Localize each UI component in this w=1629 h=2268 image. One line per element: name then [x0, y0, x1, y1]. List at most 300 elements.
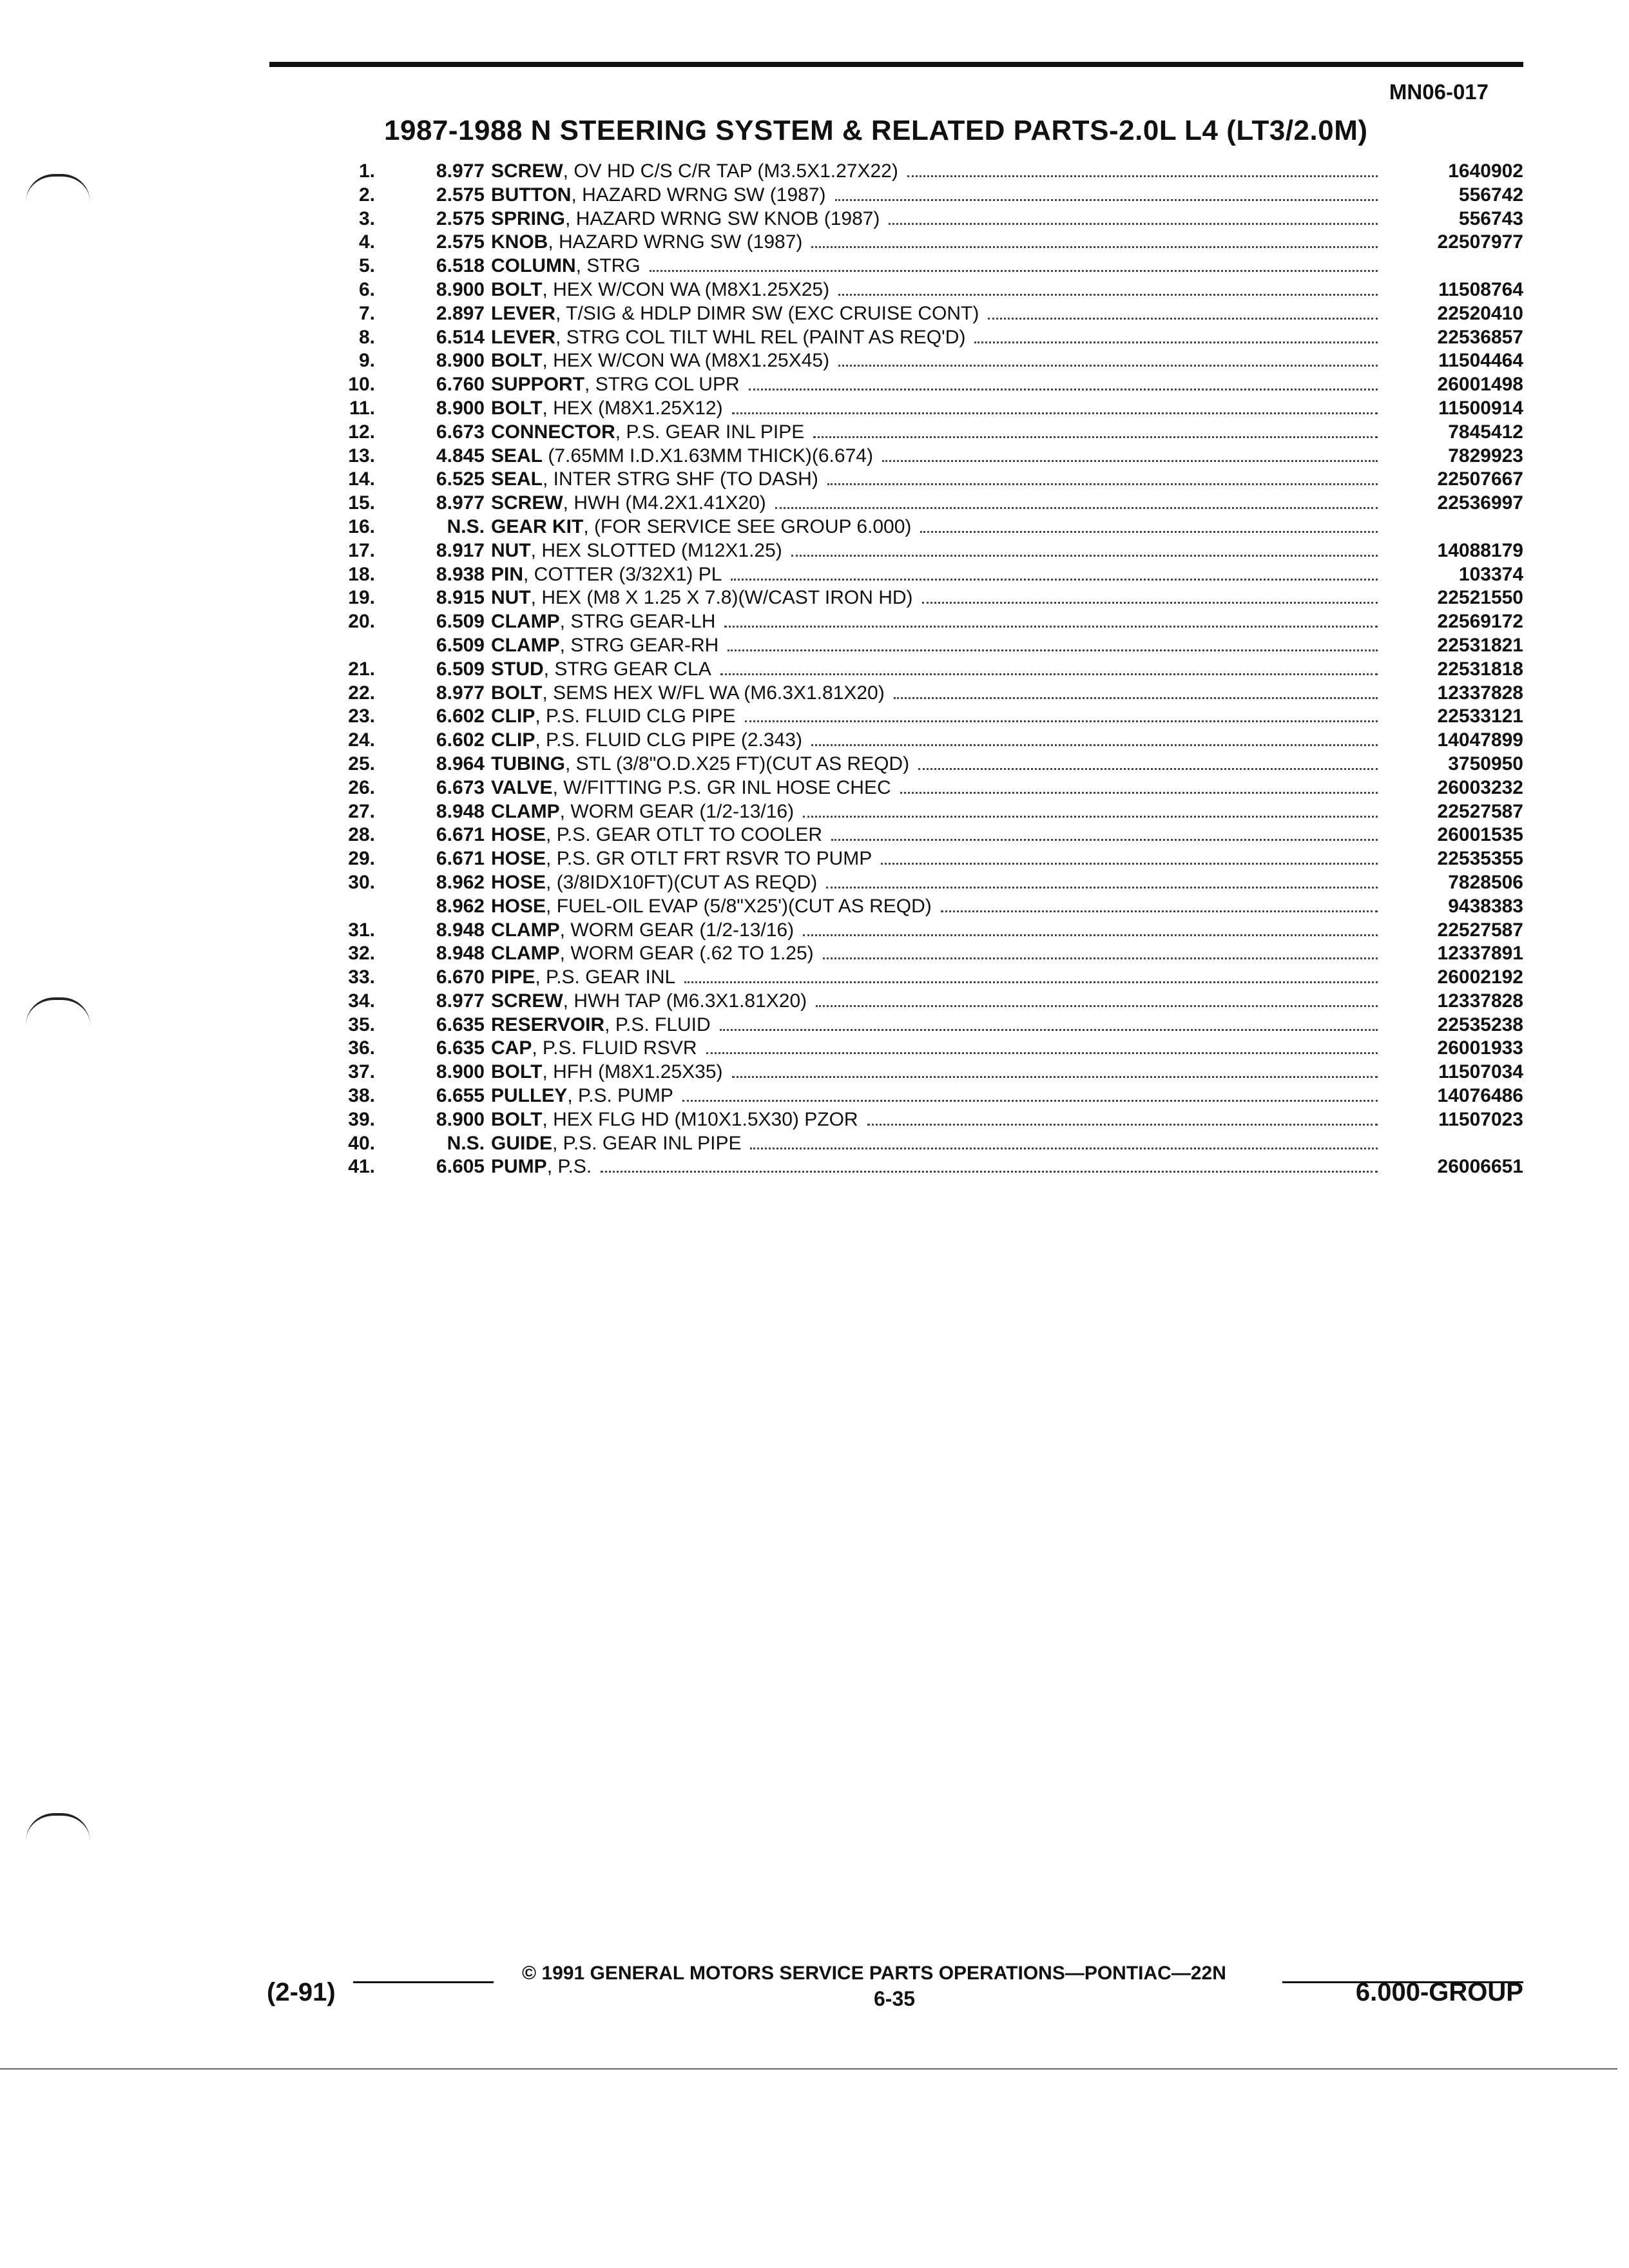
dot-leader [724, 610, 1378, 628]
item-number: 11. [349, 397, 375, 419]
part-row [303, 610, 1523, 634]
item-number: 29. [348, 848, 375, 870]
part-description [491, 278, 1387, 302]
dot-leader [922, 586, 1378, 604]
part-name: VALVE [491, 776, 553, 798]
part-row [303, 349, 1523, 373]
part-description [491, 160, 1387, 184]
part-detail: , P.S. GEAR OTLT TO COOLER [546, 824, 823, 846]
part-detail: , COTTER (3/32X1) PL [523, 563, 722, 585]
part-name: GUIDE [491, 1132, 553, 1154]
item-number: 32. [348, 943, 375, 965]
group-number: 6.635 [436, 1014, 485, 1035]
group-number: 8.915 [436, 587, 485, 609]
dot-leader [816, 990, 1378, 1007]
part-row [303, 586, 1523, 610]
group-number: 6.760 [436, 374, 485, 396]
dot-leader [920, 515, 1378, 533]
part-number: 14047899 [1437, 729, 1523, 751]
footer-group: 6.000-GROUP [1355, 1978, 1523, 2006]
part-description [491, 1132, 1387, 1156]
group-number: 8.900 [436, 1061, 485, 1083]
group-number: 8.977 [436, 492, 485, 514]
part-name: CAP [491, 1037, 532, 1059]
part-name: HOSE [491, 871, 546, 893]
part-row [303, 278, 1523, 302]
part-detail: , HEX FLG HD (M10X1.5X30) PZOR [542, 1108, 858, 1130]
dot-leader [749, 373, 1378, 390]
item-number: 23. [348, 706, 375, 727]
part-detail: , P.S. GEAR INL [535, 966, 676, 988]
group-number: 6.671 [436, 848, 485, 870]
item-number: 41. [348, 1156, 375, 1178]
part-name: BUTTON [491, 184, 572, 206]
item-number: 36. [348, 1037, 375, 1059]
part-detail: , P.S. FLUID CLG PIPE [535, 706, 736, 727]
part-row [303, 255, 1523, 278]
part-name: HOSE [491, 895, 546, 917]
part-number: 22520410 [1437, 302, 1523, 324]
group-number: 8.977 [436, 160, 485, 182]
part-row [303, 231, 1523, 255]
item-number: 18. [348, 563, 375, 585]
part-row [303, 184, 1523, 207]
dot-leader [894, 682, 1378, 699]
part-number: 22535238 [1437, 1014, 1523, 1035]
part-number: 26001535 [1437, 824, 1523, 846]
part-row [303, 1108, 1523, 1132]
part-name: CLAMP [491, 919, 560, 941]
part-detail: , HWH TAP (M6.3X1.81X20) [563, 990, 807, 1012]
group-number: 6.509 [436, 634, 485, 656]
item-number: 28. [348, 824, 375, 846]
part-row [303, 160, 1523, 184]
part-description [491, 326, 1387, 350]
group-number: 6.514 [436, 326, 485, 348]
part-detail: , STRG COL TILT WHL REL (PAINT AS REQ'D) [555, 326, 966, 348]
item-number: 15. [348, 492, 375, 514]
part-number: 11507023 [1438, 1108, 1523, 1130]
part-name: SCREW [491, 492, 563, 514]
part-number: 22531821 [1437, 634, 1523, 656]
part-name: GEAR KIT [491, 515, 584, 537]
part-number: 26003232 [1437, 776, 1523, 798]
part-name: BOLT [491, 1108, 543, 1130]
part-row [303, 800, 1523, 824]
part-number: 22521550 [1437, 587, 1523, 609]
part-name: KNOB [491, 231, 548, 253]
part-description [491, 184, 1387, 207]
dot-leader [745, 705, 1378, 722]
part-number: 14088179 [1437, 539, 1523, 561]
dot-leader [882, 445, 1378, 462]
part-name: LEVER [491, 302, 556, 324]
group-number: 8.900 [436, 350, 485, 372]
dot-leader [918, 753, 1378, 770]
item-number: 26. [348, 776, 375, 798]
part-number: 556742 [1458, 184, 1523, 206]
item-number: 22. [348, 682, 375, 704]
item-number: 5. [358, 255, 375, 277]
part-row [303, 871, 1523, 895]
part-name: SEAL [491, 445, 543, 466]
part-number: 22507667 [1437, 468, 1523, 490]
part-number: 26002192 [1437, 966, 1523, 988]
dot-leader [720, 658, 1378, 675]
dot-leader [988, 302, 1378, 320]
part-detail: , P.S. GEAR INL PIPE [615, 421, 805, 443]
item-number: 21. [348, 658, 375, 680]
group-number: 2.575 [436, 207, 485, 229]
part-row [303, 326, 1523, 350]
item-number: 19. [348, 587, 375, 609]
part-number: 22527587 [1437, 919, 1523, 941]
part-detail: , HEX SLOTTED (M12X1.25) [530, 539, 782, 561]
item-number: 8. [358, 326, 375, 348]
part-description [491, 1037, 1387, 1061]
dot-leader [706, 1037, 1378, 1054]
group-number: 8.900 [436, 1108, 485, 1130]
dot-leader [867, 1108, 1378, 1126]
part-name: CLAMP [491, 943, 560, 965]
item-number: 1. [358, 160, 375, 182]
group-number: 6.518 [436, 255, 485, 277]
group-number: N.S. [447, 1132, 485, 1154]
part-name: COLUMN [491, 255, 576, 277]
part-name: CONNECTOR [491, 421, 615, 443]
group-number: 6.602 [436, 729, 485, 751]
binder-hole-mark [26, 997, 90, 1026]
part-detail: , SEMS HEX W/FL WA (M6.3X1.81X20) [542, 682, 885, 704]
part-row [303, 705, 1523, 729]
dot-leader [803, 919, 1378, 936]
part-description [491, 895, 1387, 919]
parts-list [303, 160, 1523, 1179]
item-number: 33. [348, 966, 375, 988]
part-number: 22531818 [1437, 658, 1523, 680]
part-detail: , HEX (M8X1.25X12) [542, 397, 723, 419]
page-number: 6-35 [874, 1987, 916, 2010]
part-description [491, 255, 1387, 278]
part-number: 12337828 [1437, 682, 1523, 704]
dot-leader [835, 184, 1378, 201]
dot-leader [838, 278, 1378, 296]
group-number: 8.962 [436, 895, 485, 917]
part-description [491, 990, 1387, 1014]
item-number: 40. [348, 1132, 375, 1154]
part-name: STUD [491, 658, 544, 680]
part-description [491, 1155, 1387, 1179]
part-row [303, 207, 1523, 231]
part-name: CLAMP [491, 634, 560, 656]
part-row [303, 563, 1523, 587]
part-row [303, 658, 1523, 682]
part-number: 14076486 [1437, 1085, 1523, 1107]
part-name: CLAMP [491, 800, 560, 822]
dot-leader [941, 895, 1378, 912]
part-row [303, 302, 1523, 326]
part-description [491, 800, 1387, 824]
dot-leader [731, 563, 1378, 581]
part-number: 3750950 [1448, 753, 1523, 774]
item-number: 2. [358, 184, 375, 206]
part-number: 7828506 [1448, 871, 1523, 893]
part-detail: , STRG GEAR CLA [543, 658, 711, 680]
part-name: SCREW [491, 160, 563, 182]
part-description [491, 942, 1387, 966]
part-description [491, 919, 1387, 943]
item-number: 16. [348, 515, 375, 537]
part-detail: , P.S. [546, 1156, 592, 1178]
part-number: 556743 [1458, 207, 1523, 229]
part-name: LEVER [491, 326, 556, 348]
part-detail: , STRG GEAR-LH [559, 611, 716, 633]
part-number: 26001498 [1437, 374, 1523, 396]
part-detail: , (3/8IDX10FT)(CUT AS REQD) [546, 871, 818, 893]
item-number: 9. [358, 350, 375, 372]
dot-leader [750, 1132, 1378, 1149]
item-number: 13. [348, 445, 375, 466]
part-detail: , INTER STRG SHF (TO DASH) [543, 468, 818, 490]
part-detail: , P.S. GR OTLT FRT RSVR TO PUMP [546, 848, 872, 870]
part-description [491, 373, 1387, 397]
part-detail: , HEX (M8 X 1.25 X 7.8)(W/CAST IRON HD) [530, 587, 913, 609]
part-description [491, 871, 1387, 895]
part-number: 12337891 [1437, 943, 1523, 965]
item-number: 37. [348, 1061, 375, 1083]
part-number: 26001933 [1437, 1037, 1523, 1059]
group-number: 8.948 [436, 800, 485, 822]
group-number: 6.673 [436, 421, 485, 443]
part-row [303, 1061, 1523, 1084]
part-detail: , P.S. PUMP [567, 1085, 673, 1107]
part-number: 11508764 [1438, 278, 1523, 300]
part-name: BOLT [491, 682, 543, 704]
part-number: 7829923 [1448, 445, 1523, 466]
item-number: 30. [348, 871, 375, 893]
part-description [491, 397, 1387, 421]
group-number: 6.670 [436, 966, 485, 988]
part-detail: , STRG [575, 255, 641, 277]
part-description [491, 492, 1387, 515]
item-number: 25. [348, 753, 375, 774]
part-detail: , P.S. FLUID [604, 1014, 711, 1035]
part-row [303, 729, 1523, 753]
part-description [491, 823, 1387, 847]
part-description [491, 634, 1387, 658]
dot-leader [650, 255, 1378, 272]
item-number: 3. [358, 207, 375, 229]
dot-leader [791, 539, 1378, 557]
group-number: 6.509 [436, 611, 485, 633]
part-number: 12337828 [1437, 990, 1523, 1012]
part-name: PULLEY [491, 1085, 568, 1107]
group-number: 6.602 [436, 706, 485, 727]
part-number: 26006651 [1437, 1156, 1523, 1178]
part-description [491, 682, 1387, 706]
group-number: 8.977 [436, 682, 485, 704]
dot-leader [732, 397, 1378, 414]
part-description [491, 539, 1387, 563]
part-detail: , W/FITTING P.S. GR INL HOSE CHEC [552, 776, 891, 798]
part-name: NUT [491, 587, 531, 609]
document-code: MN06-017 [1389, 80, 1489, 104]
group-number: 6.655 [436, 1085, 485, 1107]
part-detail: , T/SIG & HDLP DIMR SW (EXC CRUISE CONT) [555, 302, 979, 324]
part-name: SCREW [491, 990, 563, 1012]
group-number: 6.635 [436, 1037, 485, 1059]
part-row [303, 895, 1523, 919]
part-number: 22507977 [1437, 231, 1523, 253]
item-number: 17. [348, 539, 375, 561]
group-number: 8.962 [436, 871, 485, 893]
part-name: TUBING [491, 753, 565, 774]
part-row [303, 421, 1523, 445]
part-row [303, 823, 1523, 847]
item-number: 24. [348, 729, 375, 751]
group-number: 8.900 [436, 278, 485, 300]
item-number: 12. [348, 421, 375, 443]
part-number: 22527587 [1437, 800, 1523, 822]
group-number: 6.671 [436, 824, 485, 846]
dot-leader [827, 468, 1378, 485]
part-number: 103374 [1458, 563, 1523, 585]
footer-date: (2-91) [267, 1978, 336, 2006]
part-description [491, 753, 1387, 776]
part-description [491, 231, 1387, 255]
part-detail: , WORM GEAR (1/2-13/16) [559, 800, 795, 822]
part-name: SUPPORT [491, 374, 585, 396]
part-row [303, 1132, 1523, 1156]
part-row [303, 966, 1523, 990]
part-name: CLIP [491, 706, 535, 727]
part-name: PUMP [491, 1156, 547, 1178]
group-number: 8.948 [436, 943, 485, 965]
dot-leader [813, 421, 1378, 438]
part-detail: , HAZARD WRNG SW (1987) [548, 231, 803, 253]
part-description [491, 705, 1387, 729]
part-name: BOLT [491, 350, 543, 372]
part-number: 7845412 [1448, 421, 1523, 443]
part-detail: , (FOR SERVICE SEE GROUP 6.000) [583, 515, 912, 537]
part-row [303, 776, 1523, 800]
part-detail: , STL (3/8"O.D.X25 FT)(CUT AS REQD) [565, 753, 910, 774]
part-description [491, 468, 1387, 492]
header-rule [269, 62, 1523, 67]
group-number: 6.673 [436, 776, 485, 798]
part-description [491, 847, 1387, 871]
part-detail: , P.S. GEAR INL PIPE [552, 1132, 742, 1154]
part-name: SEAL [491, 468, 543, 490]
part-number: 22536997 [1437, 492, 1523, 514]
dot-leader [889, 207, 1378, 225]
part-description [491, 1061, 1387, 1084]
dot-leader [974, 326, 1378, 343]
item-number: 31. [348, 919, 375, 941]
dot-leader [823, 942, 1378, 959]
part-detail: , HEX W/CON WA (M8X1.25X45) [542, 350, 830, 372]
footer-copyright: © 1991 GENERAL MOTORS SERVICE PARTS OPERATIONS—PONTIAC—22N [522, 1963, 1226, 1984]
part-detail: , HWH (M4.2X1.41X20) [563, 492, 766, 514]
dot-leader [684, 966, 1378, 983]
part-row [303, 1155, 1523, 1179]
group-number: 6.605 [436, 1156, 485, 1178]
dot-leader [900, 776, 1378, 794]
part-description [491, 349, 1387, 373]
part-name: RESERVOIR [491, 1014, 605, 1035]
group-number: 4.845 [436, 445, 485, 466]
group-number: 8.938 [436, 563, 485, 585]
group-number: N.S. [447, 515, 485, 537]
part-row [303, 468, 1523, 492]
part-detail: , P.S. FLUID RSVR [532, 1037, 697, 1059]
item-number: 38. [348, 1085, 375, 1107]
part-name: PIPE [491, 966, 535, 988]
item-number: 34. [348, 990, 375, 1012]
group-number: 8.977 [436, 990, 485, 1012]
part-number: 9438383 [1448, 895, 1523, 917]
binder-hole-mark [26, 1813, 90, 1841]
part-name: SPRING [491, 207, 566, 229]
group-number: 8.900 [436, 397, 485, 419]
part-detail: , STRG GEAR-RH [559, 634, 719, 656]
part-description [491, 658, 1387, 682]
part-detail: , WORM GEAR (.62 TO 1.25) [559, 943, 814, 965]
item-number: 7. [358, 302, 375, 324]
dot-leader [811, 729, 1378, 746]
part-name: PIN [491, 563, 524, 585]
part-name: CLIP [491, 729, 535, 751]
part-detail: , HFH (M8X1.25X35) [542, 1061, 723, 1083]
part-detail: , HAZARD WRNG SW KNOB (1987) [565, 207, 880, 229]
item-number: 20. [348, 611, 375, 633]
part-description [491, 445, 1387, 468]
item-number: 35. [348, 1014, 375, 1035]
part-name: HOSE [491, 824, 546, 846]
part-detail: , FUEL-OIL EVAP (5/8"X25')(CUT AS REQD) [546, 895, 932, 917]
part-number: 22533121 [1437, 706, 1523, 727]
part-name: NUT [491, 539, 531, 561]
dot-leader [803, 800, 1378, 818]
dot-leader [732, 1061, 1378, 1078]
item-number: 4. [358, 231, 375, 253]
part-row [303, 397, 1523, 421]
part-description [491, 563, 1387, 587]
part-detail: , STRG COL UPR [584, 374, 740, 396]
part-description [491, 1014, 1387, 1037]
part-description [491, 1108, 1387, 1132]
part-number: 11500914 [1438, 397, 1523, 419]
part-number: 11504464 [1438, 350, 1523, 372]
part-number: 11507034 [1438, 1061, 1523, 1083]
dot-leader [811, 231, 1378, 248]
part-row [303, 919, 1523, 943]
group-number: 2.575 [436, 184, 485, 206]
bottom-rule [0, 2068, 1617, 2070]
item-number: 14. [348, 468, 375, 490]
group-number: 8.948 [436, 919, 485, 941]
part-row [303, 753, 1523, 776]
group-number: 2.897 [436, 302, 485, 324]
dot-leader [826, 871, 1378, 889]
part-name: BOLT [491, 397, 543, 419]
footer-rule-left [353, 1981, 494, 1983]
part-description [491, 610, 1387, 634]
item-number: 27. [348, 800, 375, 822]
dot-leader [838, 349, 1378, 367]
part-description [491, 421, 1387, 445]
part-number: 1640902 [1448, 160, 1523, 182]
